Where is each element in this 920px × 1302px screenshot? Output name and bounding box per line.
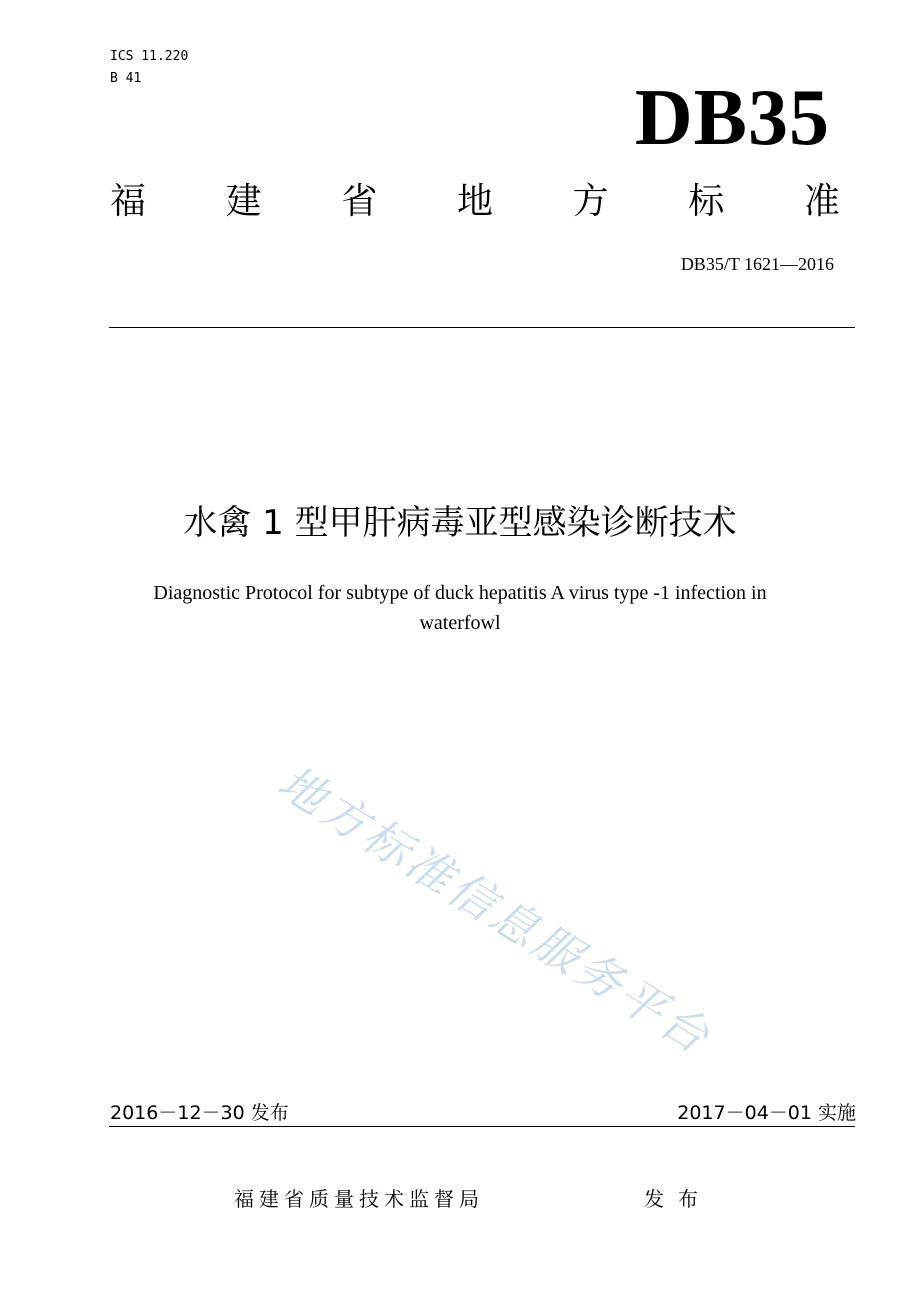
standard-type-heading xyxy=(110,178,840,226)
english-title-line: waterfowl xyxy=(419,612,501,634)
standard-type-char: 福 xyxy=(110,181,147,222)
issued-label: 发布 xyxy=(644,1187,712,1211)
document-title-english xyxy=(110,578,810,638)
standard-type-char: 标 xyxy=(688,181,725,222)
document-title-chinese: 水禽 1 型甲肝病毒亚型感染诊断技术 xyxy=(183,503,737,543)
watermark: 地方标准信息服务平台 xyxy=(268,754,722,1066)
footer-divider xyxy=(109,1126,855,1127)
db35-logo: DB35 xyxy=(634,74,830,162)
standard-type-char: 建 xyxy=(225,181,262,222)
standard-type-char: 地 xyxy=(456,181,493,222)
standard-type-char: 准 xyxy=(803,181,840,222)
ccs-code: B 41 xyxy=(110,71,142,86)
english-title-line: Diagnostic Protocol for subtype of duck hepatitis A virus type -1 infection in xyxy=(153,582,767,604)
publish-date: 2016－12－30 发布 xyxy=(110,1102,289,1124)
ics-code: ICS 11.220 xyxy=(110,49,189,64)
issuing-authority: 福建省质量技术监督局 xyxy=(234,1187,484,1211)
classification-codes xyxy=(110,46,188,90)
header-divider xyxy=(109,327,855,328)
implement-date: 2017－04－01 实施 xyxy=(677,1102,856,1124)
standard-type-char: 省 xyxy=(341,181,378,222)
standard-type-char: 方 xyxy=(572,181,609,222)
standard-code: DB35/T 1621—2016 xyxy=(680,254,834,274)
